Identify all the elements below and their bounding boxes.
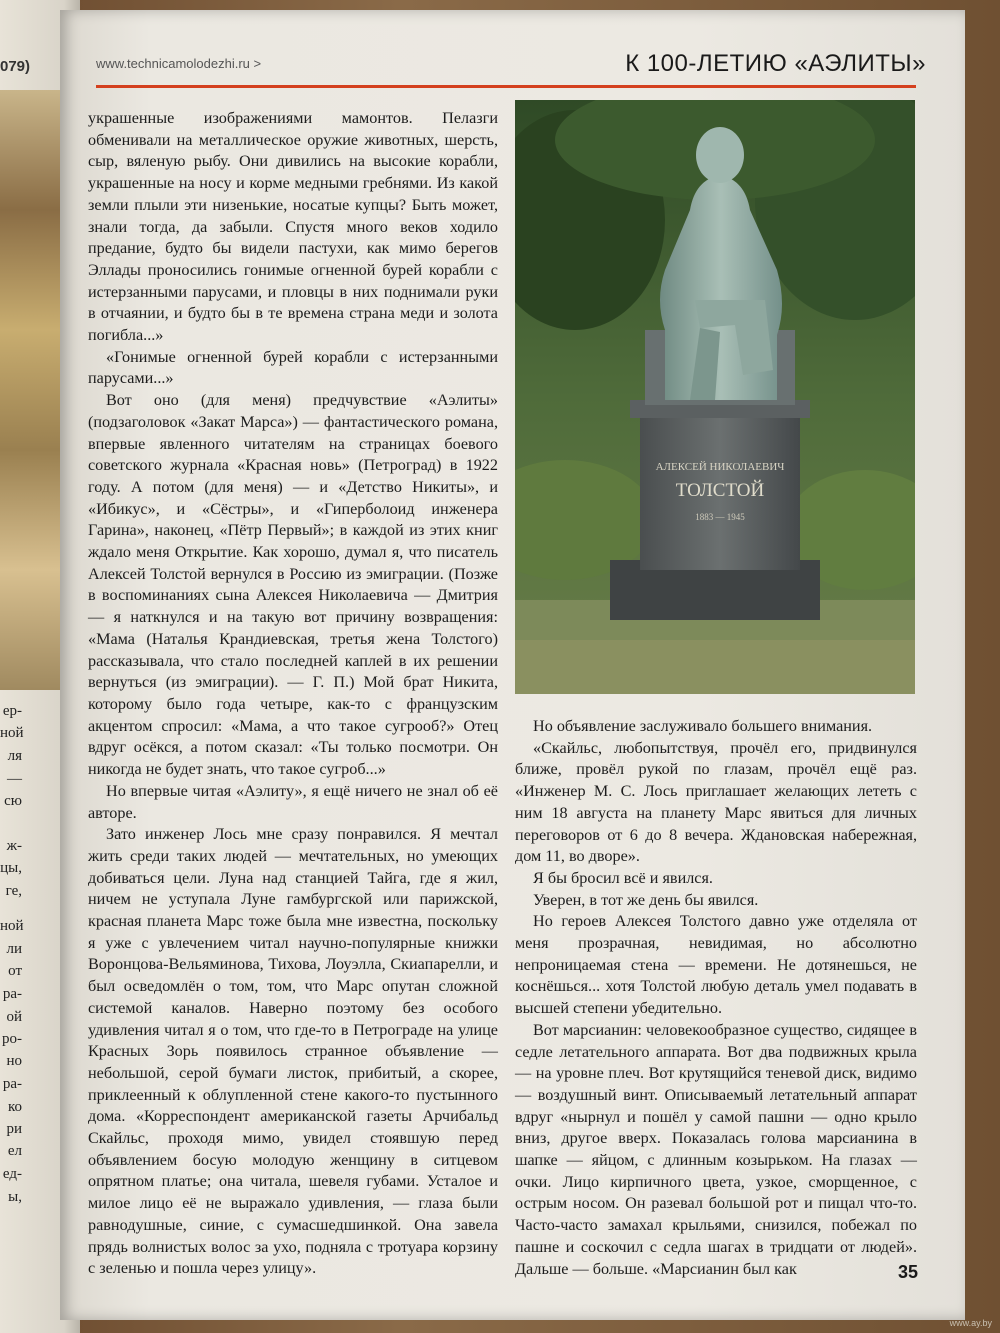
- left-page-fragment: ы,: [8, 1189, 22, 1205]
- tolstoy-monument-photo: [515, 100, 915, 694]
- pedestal-name-line1: АЛЕКСЕЙ НИКОЛАЕВИЧ: [655, 461, 785, 473]
- left-page-fragment: ге,: [5, 883, 22, 899]
- left-page-fragment: ной: [0, 725, 24, 741]
- article-paragraph: Уверен, в тот же день бы явился.: [533, 890, 759, 909]
- pedestal-years: 1883 — 1945: [695, 512, 745, 522]
- left-page-fragment: ко: [7, 1099, 22, 1115]
- header-rule: [96, 85, 916, 88]
- left-page-fragment: ед-: [2, 1166, 22, 1182]
- left-page-fragment: ри: [6, 1121, 22, 1137]
- article-paragraph: Но впервые читая «Аэлиту», я ещё ничего не знал об её авторе.: [88, 781, 498, 822]
- pedestal-name-line2: ТОЛСТОЙ: [675, 480, 765, 501]
- article-paragraph: «Скайльс, любопытствуя, прочёл его, придвинулся ближе, провёл рукой по глазам, прочёл ещё раз. «Инженер М. С. Лось приглашает желающих лететь с ним 18 августа на планету Марс явиться для личных переговоров от 6 до 8 вечера. Ждановская набережная, дом 11, во дворе».: [515, 738, 917, 866]
- left-issue-label: 079): [0, 58, 31, 75]
- article-paragraph: «Гонимые огненной бурей корабли с истерзанными парусами...»: [88, 347, 498, 388]
- article-column-left: [88, 108, 498, 1280]
- page-number: 35: [897, 1262, 918, 1282]
- article-paragraph: Вот оно (для меня) предчувствие «Аэлиты» (подзаголовок «Закат Марса») — фантастического романа, впервые явленного читателям на страницах боевого советского журнала «Красная новь» (Петроград) в 1922 году. А потом (для меня) — и «Детство Никиты», и «Ибикус», и «Сёстры», и «Гиперболоид инженера Гарина», наконец, «Пётр Первый»; в каждой из этих книг ждало меня Открытие. Как хорошо, думал я, что писатель Алексей Толстой вернулся в Россию из эмиграции. (Позже в воспоминаниях сына Алексея Николаевича — Дмитрия — я наткнулся и на такую вот причину возвращения: «Мама (Наталья Крандиевская, третья жена Толстого) рассказывала, что стало последней каплей в их решении вернуться (из эмиграции). — Г. П.) Мой брат Никита, которому было года четыре, как-то с французским акцентом спросил: «Мама, а что такое сугрооб?» Отец вдруг осёкся, а потом сказал: «Ты только посмотри. Он никогда не будет знать, что такое сугроб...»: [88, 391, 498, 779]
- article-paragraph: Но объявление заслуживало большего внимания.: [533, 717, 873, 735]
- article-paragraph: Вот марсианин: человекообразное существо, сидящее в седле летательного аппарата. Вот два подвижных крыла — на уровне плеч. Вот крутящийся теневой диск, видимо — воздушный винт. Описываемый летательный аппарат вдруг «нырнул и пошёл у самой пашни — одно крыло вниз, другое вверх. Показалась голова марсианина в шапке — яйцом, с длинным козырьком. На глазах — очки. Лицо кирпичного цвета, узкое, сморщенное, с острым носом. Он разевал большой рот и пищал что-то. Часто-часто замахал крыльями, снизился, побежал по пашне и соскочил с седла шагах в тридцати от людей». Дальше — больше. «Марсианин был как: [515, 1020, 917, 1278]
- site-url: www.technicamolodezhi.ru >: [96, 56, 262, 71]
- left-page-fragment: ля: [7, 748, 22, 764]
- left-page-fragment: ной: [0, 918, 24, 934]
- left-page-fragment: сю: [4, 793, 22, 809]
- left-page-fragment: цы,: [0, 860, 22, 876]
- left-page-fragment: но: [6, 1053, 22, 1069]
- page-header: [96, 50, 926, 82]
- left-page-fragment: ж-: [6, 838, 22, 854]
- left-page-photo: [0, 90, 62, 690]
- monument-illustration: [515, 100, 915, 694]
- left-page-fragment: ел: [7, 1143, 22, 1159]
- left-page-fragment: от: [8, 963, 22, 979]
- article-paragraph: Но героев Алексея Толстого давно уже отделяла от меня прозрачная, невидимая, но абсолютно непроницаемая стена — времени. Не дотянешься, не коснёшься... хотя Толстой любую деталь умел подавать в высшей степени убедительно.: [515, 912, 917, 1018]
- watermark: www.ay.by: [949, 1318, 992, 1328]
- left-page-fragment: ро-: [2, 1031, 22, 1047]
- left-page-fragment: —: [7, 771, 22, 787]
- left-page-fragment: ой: [6, 1009, 22, 1025]
- left-page-fragment: ли: [6, 941, 22, 957]
- left-page-fragment: ра-: [2, 1076, 22, 1092]
- article-paragraph: Зато инженер Лось мне сразу понравился. Я мечтал жить среди таких людей — мечтательных, но умеющих добиваться цели. Луна над станцией Тайга, где я жил, ничем не уступала Луне гамбургской или парижской, красная планета Марс тоже была мне известна, поскольку я уже с увлечением читал научно-популярные книжки Воронцова-Вельяминова, Тихова, Лоуэлла, Скиапарелли, и был осведомлён о том, том, что Марс опутан сложной системой каналов. Наверно поэтому без особого удивления читал я о том, что где-то в Петрограде на улице Красных Зорь появилось странное объявление — небольшой, серой бумаги листок, прибитый, а скорее, приклеенный к облупленной стене какого-то пустынного дома. «Корреспондент американской газеты Арчибальд Скайльс, проходя мимо, увидел стоявшую перед объявлением босую молодую женщину в ситцевом опрятном платье; она читала, шевеля губами. Усталое и милое лицо её не выражало удивления, — глаза были равнодушные, синие, с сумасшедшинкой. Она завела прядь волнистых волос за ухо, подняла с тротуара корзину с зеленью и пошла через улицу».: [88, 825, 498, 1278]
- left-page-fragment: ра-: [2, 986, 22, 1002]
- left-page-fragment: ер-: [2, 703, 22, 719]
- article-paragraph: украшенные изображениями мамонтов. Пелазги обменивали на металлическое оружие животных, шерсть, сыр, вяленую рыбу. Они дивились на высокие корабли, украшенные на носу и корме медными гребнями. Из какой земли плыли эти низенькие, носатые купцы? Быть может, знали тогда, да забыли. Спустя много веков ходило предание, будто бы видели пастухи, как мимо берегов Эллады проносились гонимые огненной бурей корабли с истерзанными парусами, и пловцы в них поднимали руки в отчаянии, и будто бы в те времена страна меди и золота погибла...»: [88, 109, 498, 345]
- article-paragraph: Я бы бросил всё и явился.: [533, 868, 713, 887]
- article-column-right: [515, 716, 917, 1280]
- rubric-title: К 100-ЛЕТИЮ «АЭЛИТЫ»: [625, 50, 926, 77]
